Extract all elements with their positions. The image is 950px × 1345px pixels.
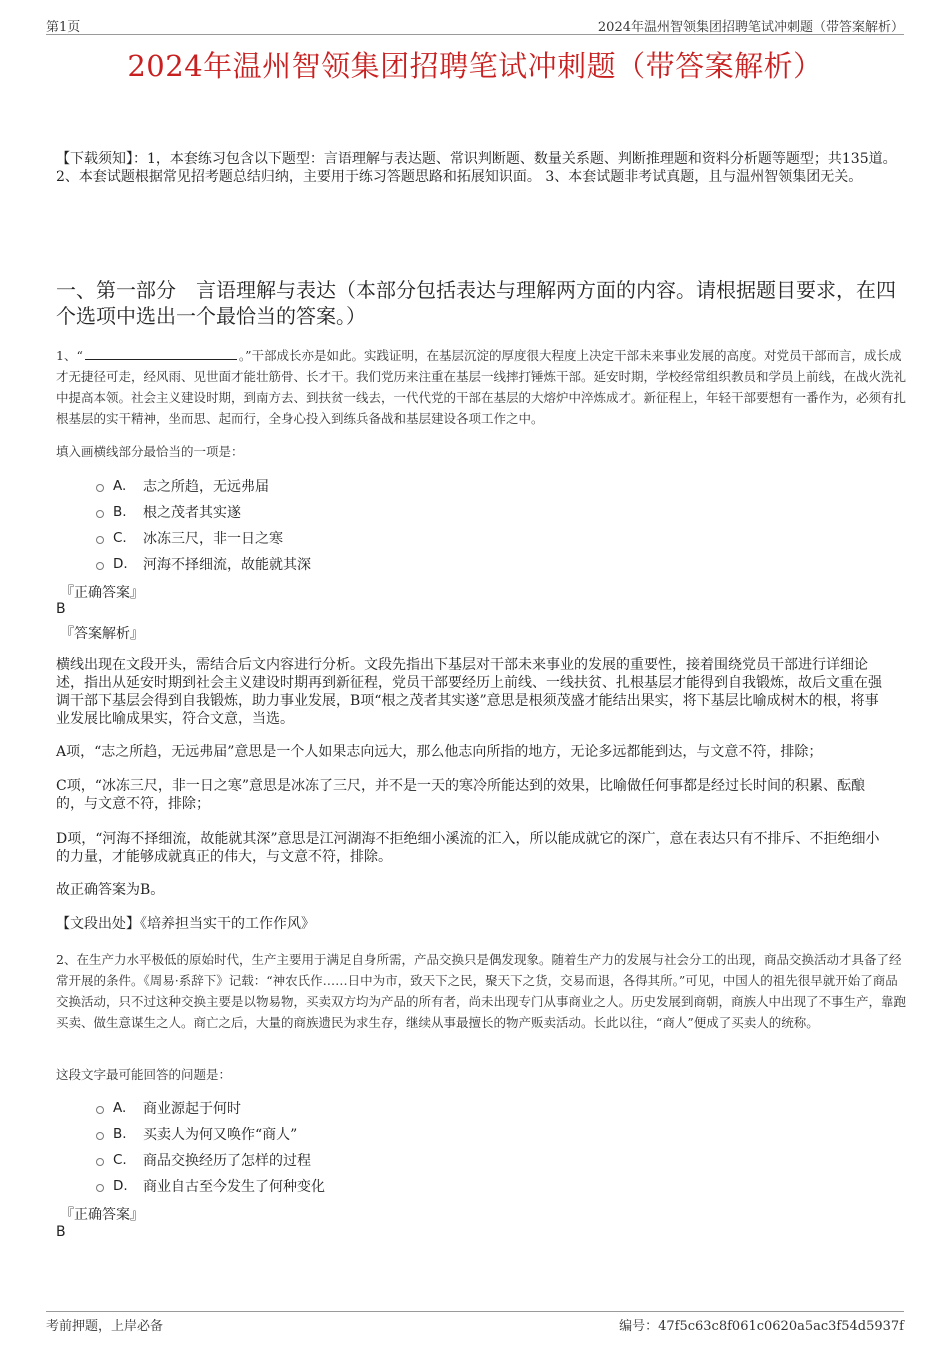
question-1-conclusion: 故正确答案为B。: [56, 882, 165, 898]
option-letter: B.: [113, 1126, 127, 1142]
question-2-option-d[interactable]: [96, 1173, 325, 1199]
radio-icon[interactable]: [96, 562, 104, 570]
option-text: 河海不择细流，故能就其深: [143, 557, 311, 573]
document-title: 2024年温州智领集团招聘笔试冲刺题（带答案解析）: [127, 49, 823, 83]
option-text: 商品交换经历了怎样的过程: [143, 1153, 311, 1169]
option-letter: A.: [113, 1100, 127, 1116]
question-1-answer: B: [56, 601, 66, 617]
header-doc-title: 2024年温州智领集团招聘笔试冲刺题（带答案解析）: [597, 20, 904, 35]
question-1-option-b[interactable]: [96, 499, 311, 525]
page-footer: [46, 1311, 904, 1334]
question-2-prompt: 这段文字最可能回答的问题是：: [56, 1067, 232, 1082]
radio-icon[interactable]: [96, 536, 104, 544]
question-1-analysis-label: 『答案解析』: [60, 626, 144, 642]
option-text: 商业源起于何时: [143, 1101, 241, 1117]
footer-slogan: 考前押题，上岸必备: [46, 1319, 164, 1334]
question-1-blank: [85, 348, 237, 360]
question-2-options: [96, 1095, 325, 1199]
download-notice: 【下载须知】：1，本套练习包含以下题型：言语理解与表达题、常识判断题、数量关系题、判断推理题和资料分析题等题型；共135道。 2、本套试题根据常见招考题总结归纳，主要用于练习答题思路和拓展知识面。 3、本套试题非考试真题，且与温州智领集团无关。: [56, 151, 897, 185]
question-1-prefix: 1、“: [56, 348, 83, 363]
footer-doc-id: 编号：47f5c63c8f061c0620a5ac3f54d5937f: [619, 1319, 904, 1334]
question-1-analysis-main: 横线出现在文段开头，需结合后文内容进行分析。文段先指出下基层对干部未来事业的发展的重要性，接着围绕党员干部进行详细论述，指出从延安时期到社会主义建设时期再到新征程，党员干部要经历上前线、一线扶贫、扎根基层才能得到自我锻炼，故后文重在强调干部下基层会得到自我锻炼，助力事业发展，B项“根之茂者其实遂”意思是根须茂盛才能结出果实，将下基层比喻成树木的根，将事业发展比喻成果实，符合文意，当选。: [56, 657, 882, 727]
question-1-source: 【文段出处】《培养担当实干的工作作风》: [56, 916, 315, 932]
question-1-body: 。”干部成长亦是如此。实践证明，在基层沉淀的厚度很大程度上决定干部未来事业发展的高度。对党员干部而言，成长成才无捷径可走，经风雨、见世面才能壮筋骨、长才干。我们党历来注重在基层一线摔打锤炼干部。延安时期，学校经常组织教员和学员上前线，在战火洗礼中提高本领。社会主义建设时期，到南方去、到扶贫一线去，一代代党的干部在基层的大熔炉中淬炼成才。新征程上，年轻干部要想有一番作为，必须有扎根基层的实干精神，坐而思、起而行，全身心投入到练兵备战和基层建设各项工作之中。: [56, 348, 907, 426]
section-heading: 一、第一部分 言语理解与表达（本部分包括表达与理解两方面的内容。请根据题目要求，在四个选项中选出一个最恰当的答案。）: [56, 278, 896, 328]
question-2-option-a[interactable]: [96, 1095, 325, 1121]
option-text: 买卖人为何又唤作“商人”: [143, 1127, 298, 1143]
radio-icon[interactable]: [96, 1184, 104, 1192]
option-letter: C.: [113, 1152, 127, 1168]
question-1-options: [96, 473, 311, 577]
question-2-text: 2、在生产力水平极低的原始时代，生产主要用于满足自身所需，产品交换只是偶发现象。随着生产力的发展与社会分工的出现，商品交换活动才具备了经常开展的条件。《周易·系辞下》记载：“神农氏作……日中为市，致天下之民，聚天下之货，交易而退，各得其所。”可见，中国人的祖先很早就开始了商品交换活动，只不过这种交换主要是以物易物，买卖双方均为产品的所有者，尚未出现专门从事商业之人。历史发展到商朝，商族人中出现了不事生产，靠跑买卖、做生意谋生之人。商亡之后，大量的商族遗民为求生存，继续从事最擅长的物产贩卖活动。长此以往，“商人”便成了买卖人的统称。: [56, 952, 907, 1030]
question-1-option-d[interactable]: [96, 551, 311, 577]
question-1-analysis-c: C项，“冰冻三尺，非一日之寒”意思是冰冻了三尺，并不是一天的寒冷所能达到的效果，比喻做任何事都是经过长时间的积累、酝酿的，与文意不符，排除；: [56, 778, 866, 812]
option-letter: A.: [113, 478, 127, 494]
radio-icon[interactable]: [96, 484, 104, 492]
question-2-option-b[interactable]: [96, 1121, 325, 1147]
radio-icon[interactable]: [96, 1158, 104, 1166]
question-2-option-c[interactable]: [96, 1147, 325, 1173]
question-2-answer: B: [56, 1224, 66, 1240]
question-1-option-a[interactable]: [96, 473, 311, 499]
question-1-answer-label: 『正确答案』: [60, 585, 144, 601]
option-text: 商业自古至今发生了何种变化: [143, 1179, 325, 1195]
option-text: 冰冻三尺，非一日之寒: [143, 531, 283, 547]
question-1-text: [56, 345, 906, 429]
page-header: [46, 14, 904, 35]
radio-icon[interactable]: [96, 1132, 104, 1140]
option-text: 根之茂者其实遂: [143, 505, 241, 521]
radio-icon[interactable]: [96, 1106, 104, 1114]
option-letter: C.: [113, 530, 127, 546]
question-1-prompt: 填入画横线部分最恰当的一项是：: [56, 444, 244, 459]
page-number: 第1页: [46, 20, 81, 35]
option-letter: D.: [113, 556, 128, 572]
option-letter: B.: [113, 504, 127, 520]
question-1-analysis-d: D项，“河海不择细流，故能就其深”意思是江河湖海不拒绝细小溪流的汇入，所以能成就它的深广，意在表达只有不排斥、不拒绝细小的力量，才能够成就真正的伟大，与文意不符，排除。: [56, 831, 880, 865]
radio-icon[interactable]: [96, 510, 104, 518]
question-1-analysis-a: A项，“志之所趋，无远弗届”意思是一个人如果志向远大，那么他志向所指的地方，无论多远都能到达，与文意不符，排除；: [56, 744, 823, 760]
question-2-answer-label: 『正确答案』: [60, 1207, 144, 1223]
option-letter: D.: [113, 1178, 128, 1194]
option-text: 志之所趋，无远弗届: [143, 479, 269, 495]
question-1-option-c[interactable]: [96, 525, 311, 551]
